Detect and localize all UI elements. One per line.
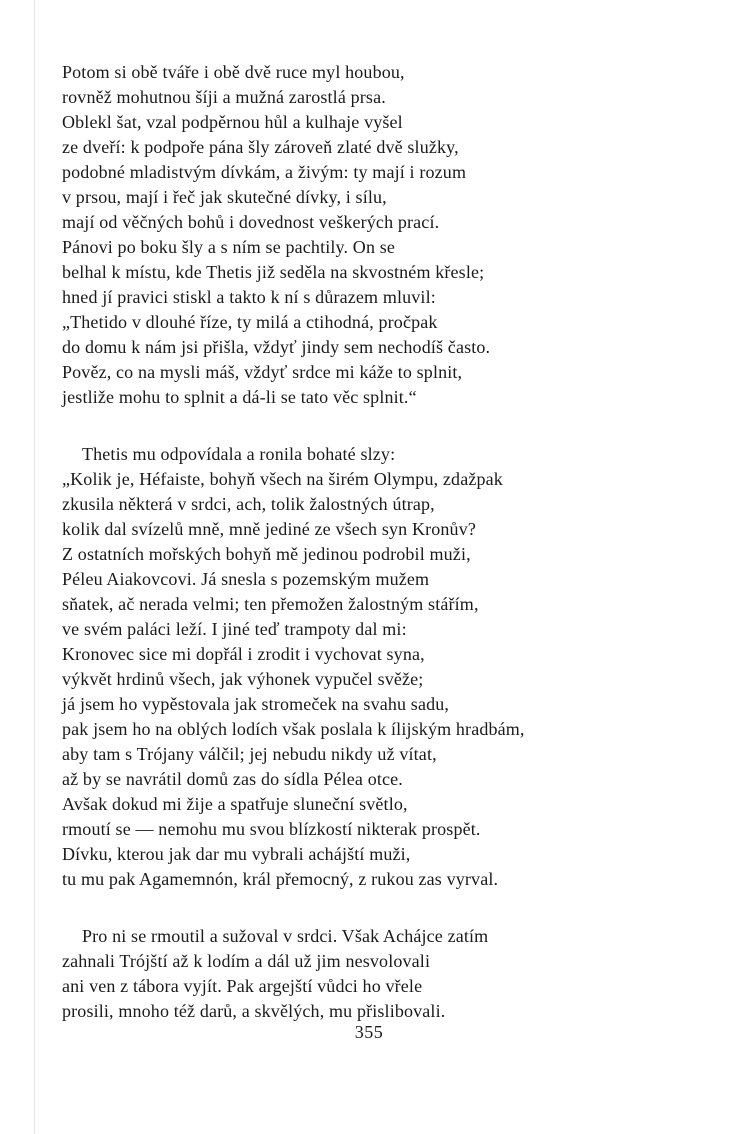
text-line: pak jsem ho na oblých lodích však poslala k ílijským hradbám,	[62, 719, 525, 739]
text-line: mají od věčných bohů i dovednost veškerých prací.	[62, 212, 440, 232]
text-line: „Kolik je, Héfaiste, bohyň všech na širém Olympu, zdažpak	[62, 469, 503, 489]
text-line: rmoutí se — nemohu mu svou blízkostí nikterak prospět.	[62, 819, 481, 839]
text-line: prosili, mnoho též darů, a skvělých, mu přislibovali.	[62, 1001, 446, 1021]
page-edge-line	[34, 0, 35, 1134]
text-line: v prsou, mají i řeč jak skutečné dívky, i sílu,	[62, 187, 387, 207]
text-line: Pro ni se rmoutil a sužoval v srdci. Však Achájce zatím	[82, 926, 489, 946]
text-line: „Thetido v dlouhé říze, ty milá a ctihodná, pročpak	[62, 312, 438, 332]
text-line: Péleu Aiakovcovi. Já snesla s pozemským mužem	[62, 569, 430, 589]
text-line: Dívku, kterou jak dar mu vybrali achájští muži,	[62, 844, 411, 864]
text-line: belhal k místu, kde Thetis již seděla na skvostném křesle;	[62, 262, 485, 282]
text-line: zkusila některá v srdci, ach, tolik žalostných útrap,	[62, 494, 435, 514]
text-line: kolik dal svízelů mně, mně jediné ze všech syn Kronův?	[62, 519, 476, 539]
text-line: Pánovi po boku šly a s ním se pachtily. On se	[62, 237, 396, 257]
text-line: tu mu pak Agamemnón, král přemocný, z rukou zas vyrval.	[62, 869, 499, 889]
text-line: Potom si obě tváře i obě dvě ruce myl houbou,	[62, 62, 405, 82]
text-line: podobné mladistvým dívkám, a živým: ty mají i rozum	[62, 162, 467, 182]
text-line: aby tam s Trójany válčil; jej nebudu nikdy už vítat,	[62, 744, 437, 764]
text-line: zahnali Trójští až k lodím a dál už jim nesvolovali	[62, 951, 431, 971]
text-line: já jsem ho vypěstovala jak stromeček na svahu sadu,	[62, 694, 450, 714]
paragraph	[62, 924, 722, 1024]
paragraph	[62, 60, 722, 410]
page-number: 355	[354, 1022, 384, 1042]
text-line: rovněž mohutnou šíji a mužná zarostlá prsa.	[62, 87, 386, 107]
text-line: Pověz, co na mysli máš, vždyť srdce mi káže to splnit,	[62, 362, 463, 382]
text-line: jestliže mohu to splnit a dá-li se tato věc splnit.“	[62, 387, 417, 407]
text-line: hned jí pravici stiskl a takto k ní s důrazem mluvil:	[62, 287, 436, 307]
text-line: Oblekl šat, vzal podpěrnou hůl a kulhaje vyšel	[62, 112, 403, 132]
text-line: ani ven z tábora vyjít. Pak argejští vůdci ho vřele	[62, 976, 423, 996]
text-line: do domu k nám jsi přišla, vždyť jindy sem nechodíš často.	[62, 337, 491, 357]
poem-text	[62, 60, 722, 1024]
text-line: ze dveří: k podpoře pána šly zároveň zlaté dvě služky,	[62, 137, 459, 157]
text-line: Z ostatních mořských bohyň mě jedinou podrobil muži,	[62, 544, 471, 564]
text-line: výkvět hrdinů všech, jak výhonek vypučel svěže;	[62, 669, 424, 689]
text-line: Kronovec sice mi dopřál i zrodit i vychovat syna,	[62, 644, 425, 664]
text-line: až by se navrátil domů zas do sídla Pélea otce.	[62, 769, 403, 789]
text-line: Avšak dokud mi žije a spatřuje sluneční světlo,	[62, 794, 408, 814]
paragraph	[62, 442, 722, 892]
text-line: sňatek, ač nerada velmi; ten přemožen žalostným stářím,	[62, 594, 479, 614]
text-line: ve svém paláci leží. I jiné teď trampoty dal mi:	[62, 619, 407, 639]
text-line: Thetis mu odpovídala a ronila bohaté slzy:	[82, 444, 396, 464]
